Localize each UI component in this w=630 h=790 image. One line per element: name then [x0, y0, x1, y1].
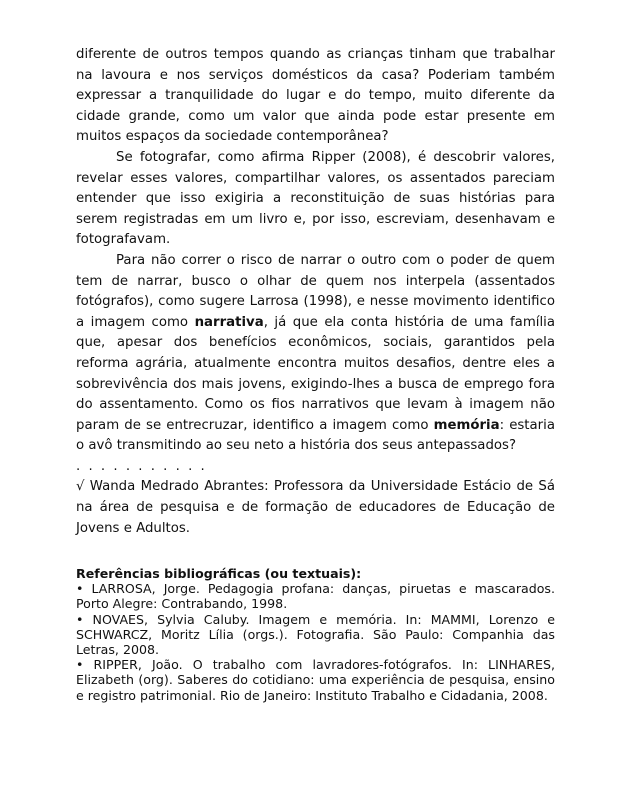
paragraph-3-part-a: Para não correr o risco de narrar o outro com o poder de quem tem de narrar, busco o olhar de quem nos interpela (assentados fotógrafos), como sugere Larrosa (1998), e nesse movimento identifico a imagem como: [76, 252, 555, 330]
author-note: √ Wanda Medrado Abrantes: Professora da Universidade Estácio de Sá na área de pesquisa e de formação de educadores de Educação de Jovens e Adultos.: [76, 479, 555, 536]
reference-item: • LARROSA, Jorge. Pedagogia profana: danças, piruetas e mascarados. Porto Alegre: Contrabando, 1998.: [76, 581, 555, 612]
paragraph-1: diferente de outros tempos quando as crianças tinham que trabalhar na lavoura e nos serviços domésticos da casa? Poderiam também expressar a tranquilidade do lugar e do tempo, muito diferente da cidade grande, como um valor que ainda pode estar presente em muitos espaços da sociedade contemporânea?: [76, 47, 555, 145]
body-text: [76, 45, 555, 539]
separator-dots: . . . . . . . . . . .: [76, 458, 207, 474]
emphasis-memoria: memória: [433, 417, 500, 433]
reference-item: • RIPPER, João. O trabalho com lavradores-fotógrafos. In: LINHARES, Elizabeth (org). Saberes do cotidiano: uma experiência de pesquisa, ensino e registro patrimonial. Rio de Janeiro: Instituto Trabalho e Cidadania, 2008.: [76, 657, 555, 703]
emphasis-narrativa: narrativa: [194, 314, 264, 330]
paragraph-3-part-e: : estaria o avô transmitindo ao seu neto a história dos seus antepassados?: [76, 417, 555, 454]
paragraph-3: [76, 251, 555, 457]
paragraph-3-part-c: , já que ela conta história de uma família que, apesar dos benefícios econômicos, sociais, garantidos pela reforma agrária, atualmente encontra muitos desafios, dentre eles a sobrevivência dos mais jovens, exigindo-lhes a busca de emprego fora do assentamento. Como os fios narrativos que levam à imagem não param de se entrecruzar, identifico a imagem como: [76, 314, 556, 433]
paragraph-2: Se fotografar, como afirma Ripper (2008), é descobrir valores, revelar esses valores, compartilhar valores, os assentados pareciam entender que isso exigiria a reconstituição de suas histórias para serem registradas em um livro e, por isso, escreviam, desenhavam e fotografavam.: [76, 149, 555, 248]
references-title: Referências bibliográficas (ou textuais):: [76, 566, 362, 581]
references-section: [76, 566, 555, 703]
reference-item: • NOVAES, Sylvia Caluby. Imagem e memória. In: MAMMI, Lorenzo e SCHWARCZ, Moritz Lília (orgs.). Fotografia. São Paulo: Companhia das Letras, 2008.: [76, 611, 555, 658]
